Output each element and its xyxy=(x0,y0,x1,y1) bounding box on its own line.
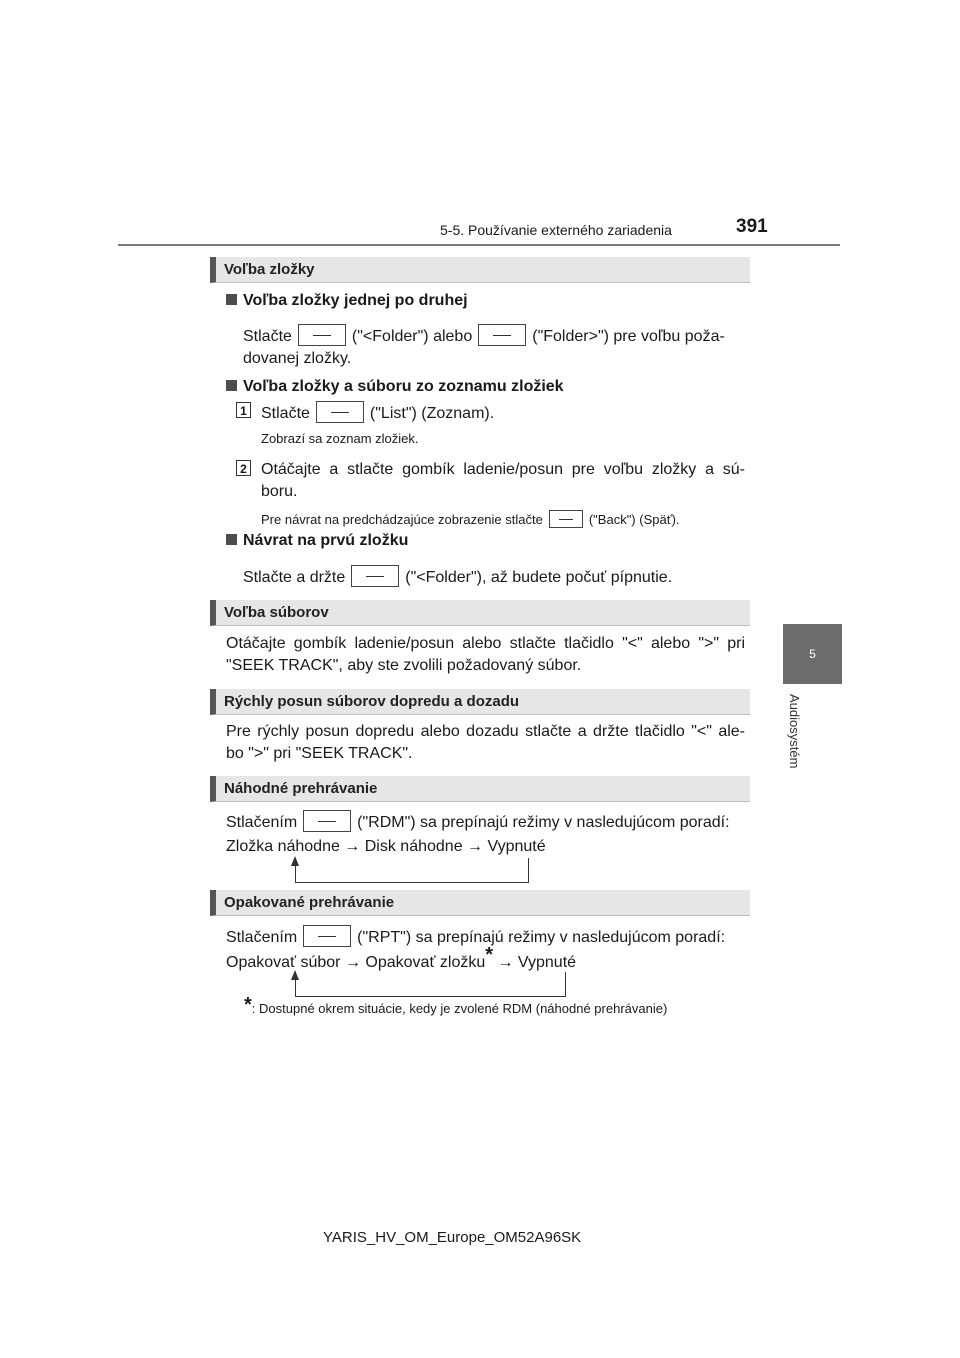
square-bullet-icon xyxy=(226,380,237,391)
step1-text: Stlačte ("List") (Zoznam). xyxy=(261,401,494,425)
header-divider xyxy=(118,244,840,246)
step-number-1: 1 xyxy=(236,402,251,418)
step1-note: Zobrazí sa zoznam zložiek. xyxy=(261,431,419,446)
section-heading-repeat: Opakované prehrávanie xyxy=(210,890,750,916)
step2-text-line2: boru. xyxy=(261,483,298,500)
paragraph-random-line1: Stlačením ("RDM") sa prepínajú režimy v nasledujúcom poradí: xyxy=(226,810,730,834)
section-heading-random: Náhodné prehrávanie xyxy=(210,776,750,802)
step2-text-line1: Otáčajte a stlačte gombík ladenie/posun pre voľbu zložky a sú- xyxy=(261,461,745,478)
folder-prev-button-icon xyxy=(298,324,346,346)
chapter-label: Audiosystém xyxy=(787,694,802,769)
subheading-folder-list: Voľba zložky a súboru zo zoznamu zložiek xyxy=(226,378,564,396)
paragraph-random-line2: Zložka náhodne → Disk náhodne → Vypnuté xyxy=(226,838,546,855)
paragraph-files-line2: "SEEK TRACK", aby ste zvolili požadovaný súbor. xyxy=(226,657,582,674)
rdm-button-icon xyxy=(303,810,351,832)
square-bullet-icon xyxy=(226,534,237,545)
section-heading-folder: Voľba zložky xyxy=(210,257,750,283)
header-section-title: 5-5. Používanie externého zariadenia xyxy=(440,222,672,238)
paragraph-repeat-line2: Opakovať súbor → Opakovať zložku* → Vypnuté xyxy=(226,944,577,971)
square-bullet-icon xyxy=(226,294,237,305)
arrow-up-icon xyxy=(291,970,299,980)
footnote: *: Dostupné okrem situácie, kedy je zvolené RDM (náhodné prehrávanie) xyxy=(244,994,668,1016)
cycle-return-line xyxy=(295,972,566,997)
document-footer-code: YARIS_HV_OM_Europe_OM52A96SK xyxy=(323,1229,582,1246)
paragraph-folder-one-by-one-cont: dovanej zložky. xyxy=(243,350,352,367)
step2-note: Pre návrat na predchádzajúce zobrazenie stlačte ("Back") (Späť). xyxy=(261,512,680,527)
paragraph-first-folder: Stlačte a držte ("<Folder"), až budete počuť pípnutie. xyxy=(243,565,672,589)
list-button-icon xyxy=(316,401,364,423)
paragraph-files-line1: Otáčajte gombík ladenie/posun alebo stlačte tlačidlo "<" alebo ">" pri xyxy=(226,635,745,652)
step-number-2: 2 xyxy=(236,460,251,476)
page-number: 391 xyxy=(736,216,768,237)
section-heading-files: Voľba súborov xyxy=(210,600,750,626)
asterisk-mark: * xyxy=(485,944,494,966)
paragraph-fast-line1: Pre rýchly posun dopredu alebo dozadu stlačte a držte tlačidlo "<" ale- xyxy=(226,723,745,740)
back-button-icon xyxy=(549,510,583,528)
section-heading-fast: Rýchly posun súborov dopredu a dozadu xyxy=(210,689,750,715)
folder-prev-button-icon xyxy=(351,565,399,587)
paragraph-fast-line2: bo ">" pri "SEEK TRACK". xyxy=(226,745,413,762)
cycle-return-line xyxy=(295,858,529,883)
asterisk-mark: * xyxy=(244,994,252,1016)
subheading-folder-one-by-one: Voľba zložky jednej po druhej xyxy=(226,292,468,310)
chapter-tab: 5 xyxy=(783,624,842,684)
paragraph-folder-one-by-one: Stlačte ("<Folder") alebo ("Folder>") pre voľbu poža- xyxy=(243,324,745,348)
paragraph-repeat-line1: Stlačením ("RPT") sa prepínajú režimy v nasledujúcom poradí: xyxy=(226,925,725,949)
folder-next-button-icon xyxy=(478,324,526,346)
arrow-up-icon xyxy=(291,856,299,866)
rpt-button-icon xyxy=(303,925,351,947)
subheading-first-folder: Návrat na prvú zložku xyxy=(226,532,408,550)
